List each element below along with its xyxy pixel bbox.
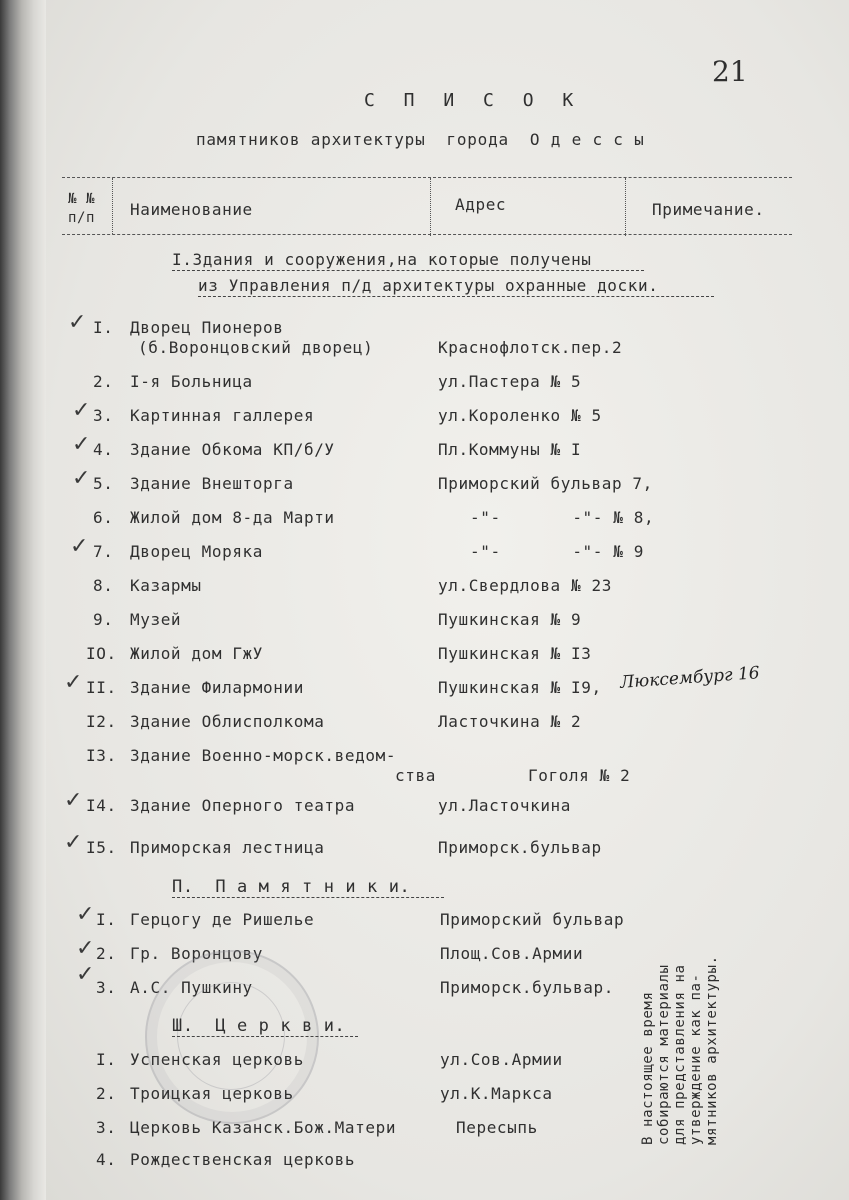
item-num: II. [86, 678, 117, 697]
item-num: 9. [93, 610, 114, 629]
item-address: -"- -"- № 9 [470, 542, 644, 561]
item-name-cont: (б.Воронцовский дворец) [138, 338, 374, 357]
checkmark-icon: ✓ [70, 534, 89, 559]
item-num: 2. [93, 372, 114, 391]
side-note-line: для представления на [672, 964, 688, 1145]
item-address: Приморск.бульвар [438, 838, 602, 857]
item-address: Ласточкина № 2 [438, 712, 582, 731]
item-name: Церковь Казанск.Бож.Матери [130, 1118, 397, 1137]
item-num: 4. [93, 440, 114, 459]
item-name: Успенская церковь [130, 1050, 304, 1069]
item-num: 5. [93, 474, 114, 493]
checkmark-icon: ✓ [72, 432, 91, 457]
header-name: Наименование [130, 200, 253, 219]
item-name: Здание Внешторга [130, 474, 294, 493]
item-name: Здание Обкома КП/б/У [130, 440, 335, 459]
item-name: Рождественская церковь [130, 1150, 356, 1169]
item-address: Приморский бульвар [440, 910, 625, 929]
document-subtitle: памятников архитектуры города О д е с с ы [196, 130, 645, 149]
item-num: I. [96, 910, 117, 929]
item-num: 3. [96, 978, 117, 997]
item-num: I2. [86, 712, 117, 731]
item-num: I. [96, 1050, 117, 1069]
section3-title: Ш. Ц е р к в и. [172, 1016, 346, 1036]
checkmark-icon: ✓ [64, 788, 83, 813]
item-name: Дворец Моряка [130, 542, 264, 561]
item-name: Дворец Пионеров [130, 318, 284, 337]
section3-underline [172, 1036, 358, 1037]
item-name: Здание Оперного театра [130, 796, 356, 815]
item-name: Жилой дом 8-да Марти [130, 508, 335, 527]
checkmark-icon: ✓ [76, 902, 95, 927]
item-num: 8. [93, 576, 114, 595]
item-address: ул.Пастера № 5 [438, 372, 582, 391]
header-top-rule [62, 177, 792, 178]
item-address: Площ.Сов.Армии [440, 944, 584, 963]
item-address: -"- -"- № 8, [470, 508, 655, 527]
item-name: Герцогу де Ришелье [130, 910, 315, 929]
item-name: Приморская лестница [130, 838, 325, 857]
header-note: Примечание. [652, 200, 765, 219]
checkmark-icon: ✓ [72, 398, 91, 423]
binding-edge [0, 0, 46, 1200]
side-note [640, 955, 720, 1145]
item-address: Пл.Коммуны № I [438, 440, 582, 459]
item-address: Краснофлотск.пер.2 [438, 338, 623, 357]
item-address: Пушкинская № I9, [438, 678, 602, 697]
item-name: А.С. Пушкину [130, 978, 253, 997]
item-address: ул.Ласточкина [438, 796, 572, 815]
side-note-line: утверждение как па- [688, 973, 704, 1145]
item-name: Здание Облисполкома [130, 712, 325, 731]
item-address: Гоголя № 2 [528, 766, 631, 785]
side-note-line: собираются материалы [656, 964, 672, 1145]
item-address: Пересыпь [456, 1118, 538, 1137]
item-name: Казармы [130, 576, 202, 595]
item-address: ул.Сов.Армии [440, 1050, 563, 1069]
header-num: № № п/п [68, 191, 96, 226]
item-name: Здание Военно-морск.ведом- [130, 746, 397, 765]
header-divider [112, 178, 113, 234]
section1-underline [198, 296, 714, 297]
item-num: IO. [86, 644, 117, 663]
item-num: 2. [96, 944, 117, 963]
checkmark-icon: ✓ [76, 936, 95, 961]
section2-title: П. П а м я т н и к и. [172, 877, 411, 897]
document-title: С П И С О К [364, 90, 583, 111]
header-address: Адрес [455, 195, 507, 214]
header-bottom-rule [62, 234, 792, 235]
item-num: 2. [96, 1084, 117, 1103]
item-num: I4. [86, 796, 117, 815]
item-name: Гр. Воронцову [130, 944, 264, 963]
header-divider [430, 178, 431, 236]
item-address: ул.К.Маркса [440, 1084, 553, 1103]
checkmark-icon: ✓ [68, 310, 87, 335]
item-num: I. [93, 318, 114, 337]
item-address: Пушкинская № 9 [438, 610, 582, 629]
handwritten-note: Люксембург 16 [619, 663, 761, 693]
side-note-line: мятников архитектуры. [704, 955, 720, 1145]
section2-underline [172, 897, 444, 898]
item-num: 4. [96, 1150, 117, 1169]
section1-underline [172, 270, 644, 271]
item-address: ул.Свердлова № 23 [438, 576, 612, 595]
item-address: Приморск.бульвар. [440, 978, 614, 997]
checkmark-icon: ✓ [76, 962, 95, 987]
section1-title: I.Здания и сооружения,на которые получены [172, 250, 592, 269]
item-num: 3. [93, 406, 114, 425]
checkmark-icon: ✓ [64, 830, 83, 855]
item-name: Музей [130, 610, 182, 629]
item-name: I-я Больница [130, 372, 253, 391]
item-num: I3. [86, 746, 117, 765]
item-name: Жилой дом ГжУ [130, 644, 264, 663]
item-address: Пушкинская № I3 [438, 644, 592, 663]
item-num: 6. [93, 508, 114, 527]
item-address: ул.Короленко № 5 [438, 406, 602, 425]
checkmark-icon: ✓ [72, 466, 91, 491]
side-note-line: В настоящее время [640, 991, 656, 1145]
item-num: I5. [86, 838, 117, 857]
checkmark-icon: ✓ [64, 670, 83, 695]
item-num: 7. [93, 542, 114, 561]
item-num: 3. [96, 1118, 117, 1137]
section1-title-line2: из Управления п/д архитектуры охранные доски. [198, 276, 659, 295]
page-number: 21 [712, 55, 748, 88]
item-name: Троицкая церковь [130, 1084, 294, 1103]
item-name: Здание Филармонии [130, 678, 304, 697]
header-divider [625, 178, 626, 236]
item-name-cont: ства [395, 766, 436, 785]
item-name: Картинная галлерея [130, 406, 315, 425]
item-address: Приморский бульвар 7, [438, 474, 653, 493]
